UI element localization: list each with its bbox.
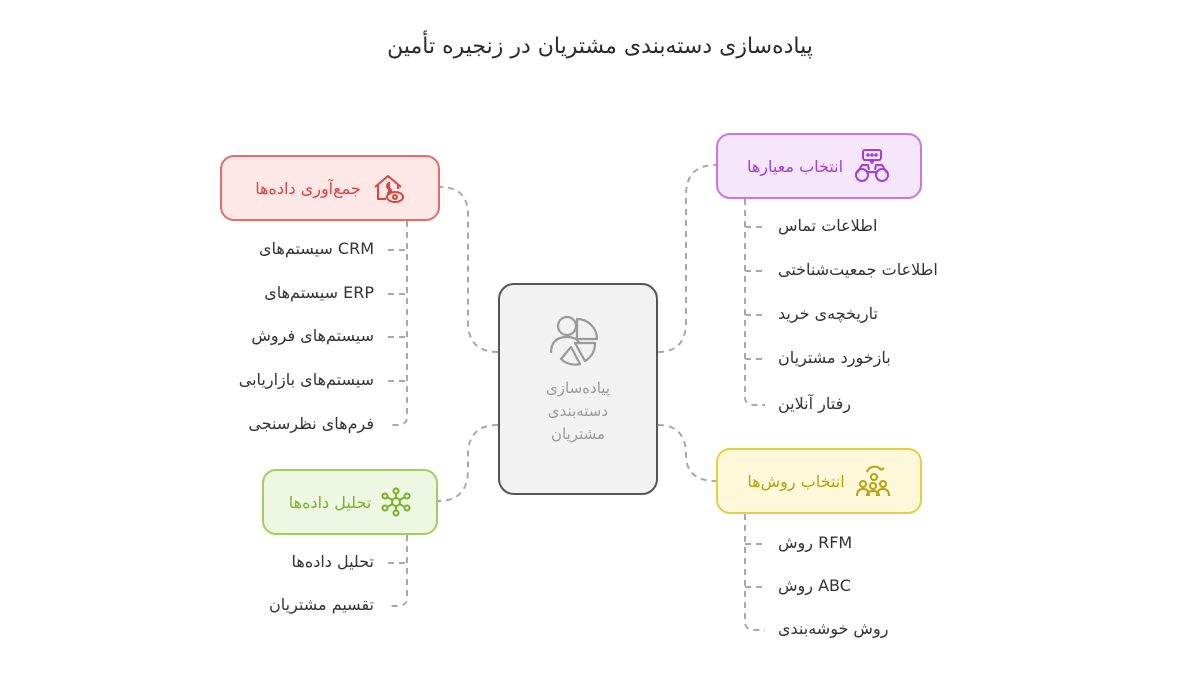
criteria-item-purchase-history: تاریخچه‌ی خرید	[778, 304, 878, 323]
gather-item-marketing: سیستم‌های بازاریابی	[238, 370, 374, 389]
central-line-2: دسته‌بندی	[547, 402, 609, 420]
house-dollar-eye-icon	[371, 171, 405, 205]
criteria-item-online-behavior: رفتار آنلاین	[778, 394, 851, 413]
criteria-item-demographic: اطلاعات جمعیت‌شناختی	[778, 260, 938, 279]
criteria-item-feedback: بازخورد مشتریان	[778, 348, 891, 367]
methods-item-abc: ABC روش	[778, 576, 851, 595]
binoculars-chat-icon	[853, 148, 891, 184]
analyze-item-segmentation: تقسیم مشتریان	[269, 595, 374, 614]
criteria-item-contact: اطلاعات تماس	[778, 216, 878, 235]
branch-analyze-label: تحلیل داده‌ها	[288, 492, 372, 512]
gather-item-sales: سیستم‌های فروش	[251, 326, 374, 345]
branch-select-methods[interactable]	[716, 448, 922, 514]
central-topic-node[interactable]	[498, 283, 658, 495]
team-target-icon	[855, 464, 891, 498]
connector-center-analyze	[438, 425, 498, 501]
gather-item-crm: CRM سیستم‌های	[259, 239, 374, 258]
connector-center-criteria	[658, 165, 716, 352]
network-nodes-icon	[381, 487, 411, 517]
central-topic-label	[510, 377, 646, 446]
branch-select-criteria[interactable]	[716, 133, 922, 199]
trunk-analyze	[388, 535, 407, 606]
trunk-gather	[388, 221, 407, 425]
gather-item-erp: ERP سیستم‌های	[264, 283, 374, 302]
trunk-methods	[745, 514, 765, 630]
analyze-item-data-analysis: تحلیل داده‌ها	[291, 552, 374, 571]
gather-item-surveys: فرم‌های نظرسنجی	[248, 414, 374, 433]
connector-center-gather	[440, 187, 498, 352]
branch-analyze-data[interactable]	[262, 469, 438, 535]
branch-gather-data[interactable]	[220, 155, 440, 221]
trunk-criteria	[745, 199, 765, 405]
central-line-3: مشتریان	[551, 425, 605, 443]
branch-methods-label: انتخاب روش‌ها	[747, 471, 845, 491]
customer-segments-icon	[547, 309, 609, 371]
methods-item-rfm: RFM روش	[778, 533, 853, 552]
branch-criteria-label: انتخاب معیارها	[746, 156, 844, 176]
diagram-title: پیاده‌سازی دسته‌بندی مشتریان در زنجیره تأمین	[387, 34, 813, 59]
branch-gather-label: جمع‌آوری داده‌ها	[255, 178, 361, 198]
connector-center-methods	[658, 425, 716, 481]
central-line-1: پیاده‌سازی	[546, 379, 610, 397]
methods-item-clustering: روش خوشه‌بندی	[778, 619, 889, 638]
